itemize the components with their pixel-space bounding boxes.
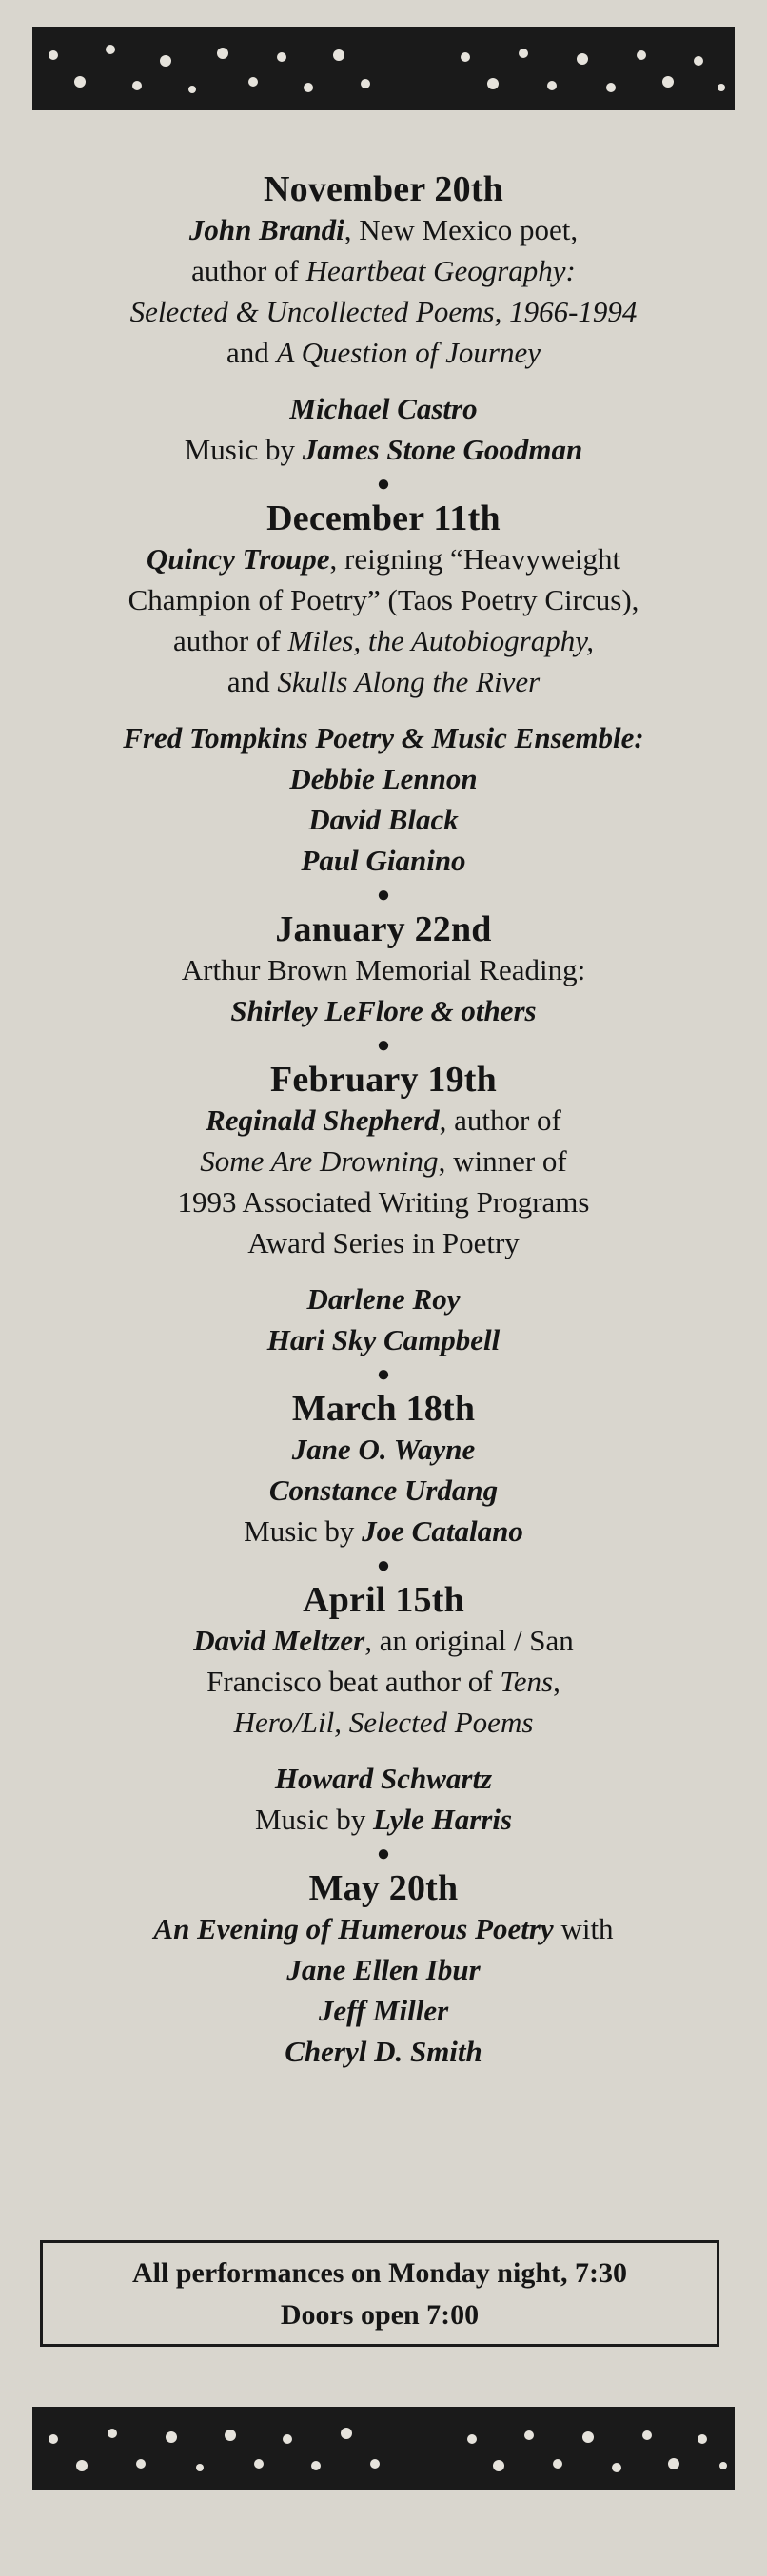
separator-dot: ● (376, 1362, 391, 1387)
separator-dot: ● (376, 883, 391, 907)
event-line: Music by James Stone Goodman (184, 433, 583, 466)
performer-name: Howard Schwartz (274, 1762, 493, 1795)
separator-dot: ● (376, 472, 391, 497)
event-line: John Brandi, New Mexico poet, (188, 213, 579, 246)
event-schedule (0, 169, 767, 2072)
ensemble-name: Fred Tompkins Poetry & Music Ensemble: (123, 721, 644, 754)
performer-name: Michael Castro (289, 392, 478, 425)
event-line: author of Miles, the Autobiography, (173, 624, 594, 657)
event-line: Reginald Shepherd, author of (206, 1103, 561, 1137)
event-line: Hero/Lil, Selected Poems (233, 1706, 534, 1739)
event-line: Award Series in Poetry (247, 1226, 520, 1259)
top-banner (32, 27, 735, 110)
event-date: January 22nd (275, 909, 492, 949)
event-line: 1993 Associated Writing Programs (177, 1185, 590, 1219)
performer-name: Jane Ellen Ibur (286, 1953, 481, 1986)
performer-name: Jane O. Wayne (291, 1433, 476, 1466)
moon-and-stars-icon (32, 2407, 735, 2490)
event-line: David Meltzer, an original / San (193, 1624, 574, 1657)
performance-time-notice (40, 2240, 719, 2347)
separator-dot: ● (376, 1553, 391, 1578)
performer-name: Paul Gianino (301, 844, 466, 877)
event-line: Music by Joe Catalano (244, 1514, 523, 1548)
event-line: An Evening of Humerous Poetry with (153, 1912, 614, 1945)
separator-dot: ● (376, 1033, 391, 1058)
event-line: Francisco beat author of Tens, (206, 1665, 560, 1698)
event-line: author of Heartbeat Geography: (191, 254, 576, 287)
performer-name: Jeff Miller (318, 1994, 449, 2027)
notice-line: All performances on Monday night, 7:30 (132, 2257, 627, 2289)
event-april (0, 1580, 767, 1868)
performer-name: Shirley LeFlore & others (230, 994, 537, 1027)
event-december (0, 498, 767, 909)
separator-dot: ● (376, 1842, 391, 1866)
performer-name: Hari Sky Campbell (266, 1323, 501, 1356)
event-line: Selected & Uncollected Poems, 1966-1994 (129, 295, 638, 328)
event-date: November 20th (263, 169, 504, 209)
performer-name: David Black (308, 803, 459, 836)
performer-name: Debbie Lennon (289, 762, 478, 795)
event-date: May 20th (308, 1868, 459, 1908)
event-date: March 18th (291, 1389, 476, 1429)
event-line: and Skulls Along the River (226, 665, 541, 698)
event-line: Quincy Troupe, reigning “Heavyweight (146, 542, 621, 576)
bottom-banner (32, 2407, 735, 2490)
event-date: February 19th (270, 1060, 497, 1100)
event-january (0, 909, 767, 1060)
event-line: and A Question of Journey (226, 336, 541, 369)
event-line: Some Are Drowning, winner of (200, 1144, 567, 1178)
event-line: Champion of Poetry” (Taos Poetry Circus), (128, 583, 639, 616)
event-may (0, 1868, 767, 2072)
event-date: December 11th (266, 498, 501, 538)
performer-name: Cheryl D. Smith (285, 2035, 482, 2068)
event-line: Arthur Brown Memorial Reading: (181, 953, 586, 986)
event-march (0, 1389, 767, 1580)
event-date: April 15th (303, 1580, 464, 1620)
moon-and-stars-icon (32, 27, 735, 110)
performer-name: Constance Urdang (268, 1473, 499, 1507)
performer-name: Darlene Roy (306, 1282, 461, 1316)
event-line: Music by Lyle Harris (254, 1803, 513, 1836)
notice-line: Doors open 7:00 (280, 2299, 480, 2331)
event-november (0, 169, 767, 498)
event-february (0, 1060, 767, 1389)
